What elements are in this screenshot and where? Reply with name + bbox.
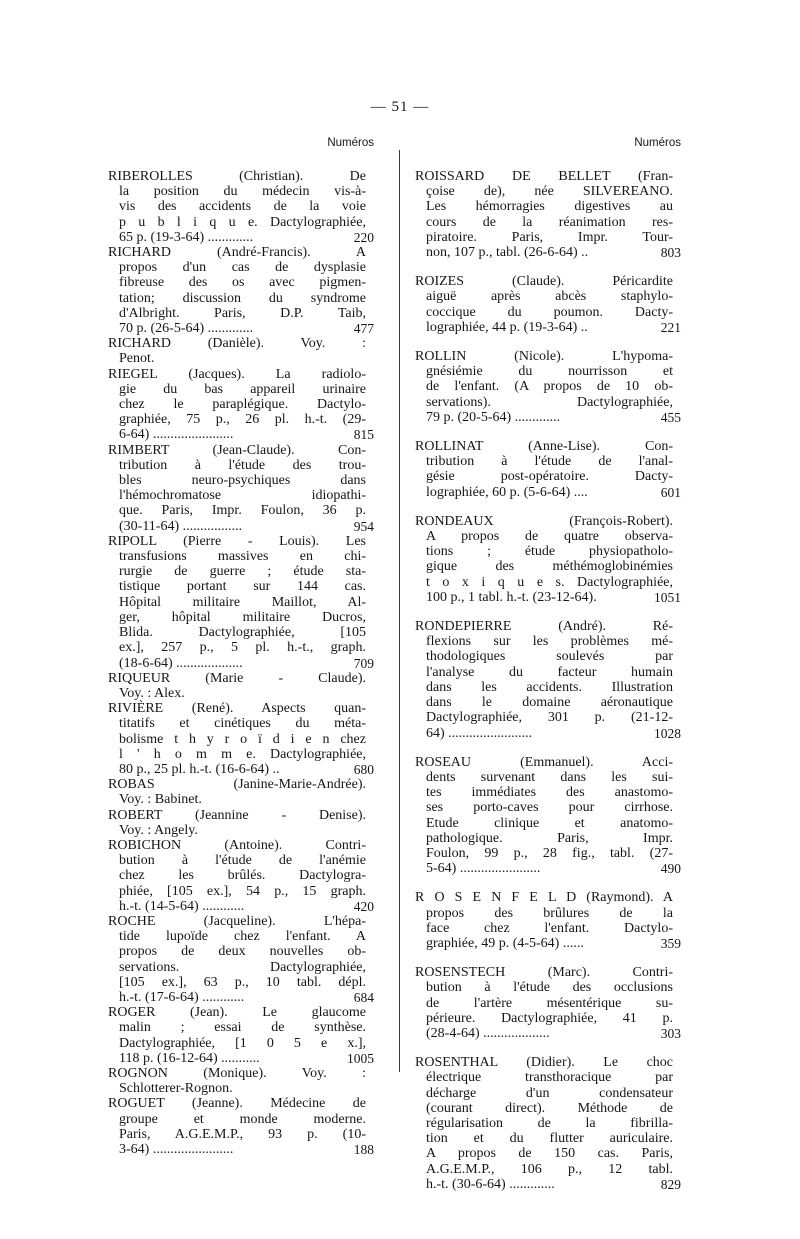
entry-line: propos d'un cas de dysplasie: [119, 260, 366, 276]
entry-line: transfusions massives en chi-: [119, 549, 366, 565]
entry-line: propos de deux nouvelles ob-: [119, 944, 366, 960]
entry-line: ROCHE (Jacqueline). L'hépa-: [108, 913, 366, 929]
entry-line: (18-6-64) ...................: [119, 655, 243, 671]
entry-line: 65 p. (19-3-64) .............: [119, 229, 254, 245]
entry-line: propos des brûlures de la: [426, 905, 673, 921]
bibliography-entry: ROBICHON (Antoine). Contri- bution à l'étude de l'anémie chez les brûlés. Dactylogra- phiée, [105 ex.], 54 p., 15 graph. h.-t. (14-5-64) ............ 420: [108, 837, 374, 914]
entry-line: ger, hôpital militaire Ducros,: [119, 609, 366, 625]
entry-line: électrique transthoracique par: [426, 1070, 673, 1086]
entry-line: R O S E N F E L D (Raymond). A: [415, 890, 673, 906]
bibliography-entry: ROSENSTECH (Marc). Contri- bution à l'étude des occlusions de l'artère mésentérique su- périeure. Dactylographiée, 41 p. (28-4-64) ................... 303: [415, 965, 681, 1041]
entry-line: RICHARD (Danièle). Voy. :: [108, 336, 366, 352]
entry-line: graphiée, 75 p., 26 pl. h.-t. (29-: [119, 412, 366, 428]
bibliography-entry: [108, 1066, 366, 1096]
bibliography-entry: ROSEAU (Emmanuel). Acci- dents survenant dans les sui- tes immédiates des anastomo- ses porto-caves pour cirrhose. Etude clinique et anatomo- pathologique. Paris, Impr. Foulon, 99 p., 28 fig., tabl. (27- 5-64) ....................... 490: [415, 754, 681, 877]
bibliography-entry: RONDEAUX (François-Robert). A propos de quatre observa- tions ; étude physiopatholo- gique des méthémoglobinémies t o x i q u e s. Dactylographiée, 100 p., 1 tabl. h.-t. (23-12-64). 1051: [415, 513, 681, 605]
entry-line: fibreuse des os avec pigmen-: [119, 275, 366, 291]
entry-line: tribution à l'étude des trou-: [119, 457, 366, 473]
entry-line: ROLLINAT (Anne-Lise). Con-: [415, 439, 673, 455]
entry-line: h.-t. (17-6-64) ............: [119, 989, 245, 1005]
bibliography-entry: ROSENTHAL (Didier). Le choc électrique transthoracique par décharge d'un condensateur (courant direct). Méthode de régularisation de la fibrilla- tion et du flutter auriculaire. A propos de 150 cas. Paris, A.G.E.M.P., 106 p., 12 tabl. h.-t. (30-6-64) ............. 829: [415, 1055, 681, 1192]
entry-line: Etude clinique et anatomo-: [426, 815, 673, 831]
entry-line: 70 p. (26-5-64) .............: [119, 321, 254, 337]
bibliography-entry: RIPOLL (Pierre - Louis). Les transfusions massives en chi- rurgie de guerre ; étude sta- tistique portant sur 144 cas. Hôpital militaire Maillot, Al- ger, hôpital militaire Ducros, Blida. Dactylographiée, [105 ex.], 257 p., 5 pl. h.-t., graph. (18-6-64) ................... 709: [108, 533, 374, 671]
entry-line: tions ; étude physiopatholo-: [426, 544, 673, 560]
column-divider: [399, 150, 400, 1072]
entry-line: la position du médecin vis-à-: [119, 184, 366, 200]
entry-line: groupe et monde moderne.: [119, 1111, 366, 1127]
entry-line: non, 107 p., tabl. (26-6-64) ..: [426, 245, 589, 261]
entry-line: RIMBERT (Jean-Claude). Con-: [108, 442, 366, 458]
entry-line: lographiée, 44 p. (19-3-64) ..: [426, 319, 588, 335]
entry-line: RIVIÈRE (René). Aspects quan-: [108, 701, 366, 717]
bibliography-entry: RIEGEL (Jacques). La radiolo- gie du bas appareil urinaire chez le paraplégique. Dactylo- graphiée, 75 p., 26 pl. h.-t. (29- 6-64) ....................... 815: [108, 366, 374, 443]
bibliography-entry: ROIZES (Claude). Péricardite aiguë après abcès staphylo- coccique du poumon. Dacty- lographiée, 44 p. (19-3-64) .. 221: [415, 274, 681, 335]
entry-line: [105 ex.], 63 p., 10 tabl. dépl.: [119, 974, 366, 990]
entry-line: Les hémorragies digestives au: [426, 199, 673, 215]
entry-line: ROLLIN (Nicole). L'hypoma-: [415, 349, 673, 365]
bibliography-entry: [108, 808, 366, 838]
entry-list: [108, 137, 374, 1157]
bibliography-entry: ROCHE (Jacqueline). L'hépa- tide lupoïde chez l'enfant. A propos de deux nouvelles ob- servations. Dactylographiée, [105 ex.], 63 p., 10 tabl. dépl. h.-t. (17-6-64) ............ 684: [108, 913, 374, 1005]
entry-line: coccique du poumon. Dacty-: [426, 304, 673, 320]
entry-line: thodologiques soulevés par: [426, 649, 673, 665]
entry-line: 5-64) .......................: [426, 861, 541, 877]
entry-line: Voy. : Alex.: [119, 685, 185, 701]
entry-line: tes immédiates des anastomo-: [426, 785, 673, 801]
entry-line: Dactylographiée, 301 p. (21-12-: [426, 710, 673, 726]
entry-line: gie du bas appareil urinaire: [119, 381, 366, 397]
entry-line: Paris, A.G.E.M.P., 93 p. (10-: [119, 1126, 366, 1142]
entry-line: tistique portant sur 144 cas.: [119, 579, 366, 595]
entry-line: gnésiémie du nourrisson et: [426, 364, 673, 380]
entry-line: dans les accidents. Illustration: [426, 679, 673, 695]
entry-line: chez le paraplégique. Dactylo-: [119, 397, 366, 413]
entry-line: vis des accidents de la voie: [119, 199, 366, 215]
entry-line: bution à l'étude de l'anémie: [119, 853, 366, 869]
bibliography-entry: [108, 777, 366, 807]
entry-line: (28-4-64) ...................: [426, 1025, 550, 1041]
entry-line: ses porto-caves pour cirrhose.: [426, 800, 673, 816]
entry-line: ROSEAU (Emmanuel). Acci-: [415, 754, 673, 770]
entry-line: Dactylographiée, [1 0 5 e x.],: [119, 1035, 366, 1051]
entry-line: tion et du flutter auriculaire.: [426, 1131, 673, 1147]
entry-line: 64) ........................: [426, 725, 533, 741]
entry-line: ROISSARD DE BELLET (Fran-: [415, 169, 673, 184]
entry-line: chez les brûlés. Dactylogra-: [119, 868, 366, 884]
entry-line: 3-64) .......................: [119, 1142, 234, 1157]
bibliography-entry: RIVIÈRE (René). Aspects quan- titatifs et cinétiques du méta- bolisme t h y r o ï d i e n chez l ' h o m m e. Dactylographiée, 80 p., 25 pl. h.-t. (16-6-64) .. 680: [108, 701, 374, 777]
entry-line: Penot.: [119, 351, 155, 367]
entry-line: dans le domaine aéronautique: [426, 695, 673, 711]
entry-line: 6-64) .......................: [119, 427, 234, 443]
bibliography-entry: RIBEROLLES (Christian). De la position du médecin vis-à- vis des accidents de la voie p u b l i q u e. Dactylographiée, 65 p. (19-3-64) ............. 220: [108, 169, 374, 245]
entry-line: (30-11-64) .................: [119, 518, 243, 534]
entry-line: régularisation de la fibrilla-: [426, 1115, 673, 1131]
entry-line: l'hémochromatose idiopathi-: [119, 488, 366, 504]
left-column: Numéros RIBEROLLES (Christian). De la position du médecin vis-à- vis des accidents de la voie p u b l i q u e. Dactylographiée, 65 p. (19-3-64) ............. 220 RICHARD (André-Francis). A propos d'un cas de dysplasie fibreuse des os avec pigmen- tation; discussion du syndrome d'Albright. Paris, D.P. Taib, 70 p. (26-5-64) ............. 477 RICHARD (Danièle). Voy. : Penot. RIEGEL (Jacques). La radiolo- gie du bas appareil urinaire chez le paraplégique. Dactylo- graphiée, 75 p., 26 pl. h.-t. (29- 6-64) ....................... 815 RIMBERT (Jean-Claude). Con- tribution à l'étude des trou- bles neuro-psychiques dans l'hémochromatose idiopathi- que. Paris, Impr. Foulon, 36 p. (30-11-64) ................. 954 RIPOLL (Pierre - Louis). Les transfusions massives en chi- rurgie de guerre ; étude sta- tistique portant sur 144 cas. Hôpital militaire Maillot, Al- ger, hôpital militaire Ducros, Blida. Dactylographiée, [105 ex.], 257 p., 5 pl. h.-t., graph. (18-6-64) ................... 709 RIQUEUR (Marie - Claude). Voy. : Alex. RIVIÈRE (René). Aspects quan- titatifs et cinétiques du méta- bolisme t h y r o ï d i e n chez l ' h o m m e. Dactylographiée, 80 p., 25 pl. h.-t. (16-6-64) .. 680 ROBAS (Janine-Marie-Andrée). Voy. : Babinet. ROBERT (Jeannine - Denise). Voy. : Angely. ROBICHON (Antoine). Contri- bution à l'étude de l'anémie chez les brûlés. Dactylogra- phiée, [105 ex.], 54 p., 15 graph. h.-t. (14-5-64) ............ 420 ROCHE (Jacqueline). L'hépa- tide lupoïde chez l'enfant. A propos de deux nouvelles ob- servations. Dactylographiée, [105 ex.], 63 p., 10 tabl. dépl. h.-t. (17-6-64) ............ 684 ROGER (Jean). Le glaucome malin ; essai de synthèse. Dactylographiée, [1 0 5 e x.], 118 p. (16-12-64) ........... 1005 ROGNON (Monique). Voy. : Schlotterer-Rognon. ROGUET (Jeanne). Médecine de groupe et monde moderne. Paris, A.G.E.M.P., 93 p. (10- 3-64) ....................... 188: [108, 137, 374, 1157]
bibliography-entry: ROGUET (Jeanne). Médecine de groupe et monde moderne. Paris, A.G.E.M.P., 93 p. (10- 3-64) ....................... 188: [108, 1096, 374, 1157]
entry-line: ROGNON (Monique). Voy. :: [108, 1065, 366, 1081]
entry-line: pathologique. Paris, Impr.: [426, 830, 673, 846]
entry-line: ROBAS (Janine-Marie-Andrée).: [108, 777, 366, 793]
bibliography-entry: RONDEPIERRE (André). Ré- flexions sur les problèmes mé- thodologiques soulevés par l'analyse du facteur humain dans les accidents. Illustration dans le domaine aéronautique Dactylographiée, 301 p. (21-12- 64) ........................ 1028: [415, 619, 681, 741]
entry-line: 100 p., 1 tabl. h.-t. (23-12-64).: [426, 589, 597, 605]
entry-line: Schlotterer-Rognon.: [119, 1081, 233, 1097]
entry-line: l'analyse du facteur humain: [426, 664, 673, 680]
entry-line: RONDEPIERRE (André). Ré-: [415, 619, 673, 635]
entry-line: Voy. : Babinet.: [119, 792, 202, 808]
entry-line: cours de la réanimation res-: [426, 214, 673, 230]
page-number: — 51 —: [370, 99, 430, 115]
entry-list: [415, 137, 681, 1192]
bibliography-entry: [108, 336, 366, 366]
entry-line: 118 p. (16-12-64) ...........: [119, 1050, 260, 1066]
entry-line: ROBERT (Jeannine - Denise).: [108, 807, 366, 823]
entry-line: bles neuro-psychiques dans: [119, 473, 366, 489]
entry-line: A propos de 150 cas. Paris,: [426, 1146, 673, 1162]
entry-line: gique des méthémoglobinémies: [426, 559, 673, 575]
entry-line: 80 p., 25 pl. h.-t. (16-6-64) ..: [119, 761, 280, 777]
bibliography-entry: ROGER (Jean). Le glaucome malin ; essai de synthèse. Dactylographiée, [1 0 5 e x.], 118 p. (16-12-64) ........... 1005: [108, 1005, 374, 1066]
entry-line: ROSENSTECH (Marc). Contri-: [415, 965, 673, 981]
entry-line: Hôpital militaire Maillot, Al-: [119, 594, 366, 610]
entry-line: RIPOLL (Pierre - Louis). Les: [108, 533, 366, 549]
entry-line: Blida. Dactylographiée, [105: [119, 625, 366, 641]
entry-line: servations). Dactylographiée,: [426, 394, 673, 410]
bibliography-entry: RIMBERT (Jean-Claude). Con- tribution à l'étude des trou- bles neuro-psychiques dans l'hémochromatose idiopathi- que. Paris, Impr. Foulon, 36 p. (30-11-64) ................. 954: [108, 442, 374, 534]
entry-line: flexions sur les problèmes mé-: [426, 634, 673, 650]
entry-line: piratoire. Paris, Impr. Tour-: [426, 229, 673, 245]
entry-line: rurgie de guerre ; étude sta-: [119, 564, 366, 580]
entry-line: tribution à l'étude de l'anal-: [426, 454, 673, 470]
entry-line: ROBICHON (Antoine). Contri-: [108, 837, 366, 853]
entry-line: 79 p. (20-5-64) .............: [426, 409, 561, 425]
bibliography-entry: ROLLIN (Nicole). L'hypoma- gnésiémie du nourrisson et de l'enfant. (A propos de 10 ob- servations). Dactylographiée, 79 p. (20-5-64) ............. 455: [415, 349, 681, 425]
entry-line: malin ; essai de synthèse.: [119, 1020, 366, 1036]
entry-line: d'Albright. Paris, D.P. Taib,: [119, 305, 366, 321]
entry-line: aiguë après abcès staphylo-: [426, 289, 673, 305]
entry-line: RIEGEL (Jacques). La radiolo-: [108, 366, 366, 382]
entry-line: RIQUEUR (Marie - Claude).: [108, 670, 366, 686]
entry-line: dents survenant dans les sui-: [426, 769, 673, 785]
bibliography-entry: ROISSARD DE BELLET (Fran- çoise de), née SILVEREANO. Les hémorragies digestives au cours de la réanimation res- piratoire. Paris, Impr. Tour- non, 107 p., tabl. (26-6-64) .. 803: [415, 169, 681, 261]
entry-line: çoise de), née SILVEREANO.: [426, 184, 673, 200]
entry-line: ex.], 257 p., 5 pl. h.-t., graph.: [119, 640, 366, 656]
entry-line: titatifs et cinétiques du méta-: [119, 716, 366, 732]
entry-line: p u b l i q u e. Dactylographiée,: [119, 214, 366, 230]
entry-line: t o x i q u e s. Dactylographiée,: [426, 574, 673, 590]
entry-line: décharge d'un condensateur: [426, 1085, 673, 1101]
entry-line: ROSENTHAL (Didier). Le choc: [415, 1055, 673, 1071]
entry-line: A.G.E.M.P., 106 p., 12 tabl.: [426, 1161, 673, 1177]
entry-line: que. Paris, Impr. Foulon, 36 p.: [119, 503, 366, 519]
entry-line: Foulon, 99 p., 28 fig., tabl. (27-: [426, 845, 673, 861]
entry-line: ROIZES (Claude). Péricardite: [415, 274, 673, 290]
entry-line: ROGUET (Jeanne). Médecine de: [108, 1096, 366, 1112]
entry-line: ROGER (Jean). Le glaucome: [108, 1005, 366, 1021]
entry-line: servations. Dactylographiée,: [119, 959, 366, 975]
entry-line: RIBEROLLES (Christian). De: [108, 169, 366, 184]
entry-line: A propos de quatre observa-: [426, 529, 673, 545]
entry-line: RONDEAUX (François-Robert).: [415, 513, 673, 529]
entry-line: RICHARD (André-Francis). A: [108, 245, 366, 261]
entry-line: face chez l'enfant. Dactylo-: [426, 920, 673, 936]
entry-line: (courant direct). Méthode de: [426, 1100, 673, 1116]
bibliography-entry: [108, 671, 366, 701]
bibliography-entry: RICHARD (André-Francis). A propos d'un cas de dysplasie fibreuse des os avec pigmen- tation; discussion du syndrome d'Albright. Paris, D.P. Taib, 70 p. (26-5-64) ............. 477: [108, 245, 374, 337]
entry-line: lographiée, 60 p. (5-6-64) ....: [426, 484, 588, 500]
entry-line: l ' h o m m e. Dactylographiée,: [119, 746, 366, 762]
entry-line: tide lupoïde chez l'enfant. A: [119, 929, 366, 945]
bibliography-entry: ROLLINAT (Anne-Lise). Con- tribution à l'étude de l'anal- gésie post-opératoire. Dacty- lographiée, 60 p. (5-6-64) .... 601: [415, 439, 681, 500]
entry-line: de l'enfant. (A propos de 10 ob-: [426, 379, 673, 395]
entry-line: bution à l'étude des occlusions: [426, 980, 673, 996]
entry-line: de l'artère mésentérique su-: [426, 995, 673, 1011]
right-column: Numéros ROISSARD DE BELLET (Fran- çoise de), née SILVEREANO. Les hémorragies digestives au cours de la réanimation res- piratoire. Paris, Impr. Tour- non, 107 p., tabl. (26-6-64) .. 803 ROIZES (Claude). Péricardite aiguë après abcès staphylo- coccique du poumon. Dacty- lographiée, 44 p. (19-3-64) .. 221 ROLLIN (Nicole). L'hypoma- gnésiémie du nourrisson et de l'enfant. (A propos de 10 ob- servations). Dactylographiée, 79 p. (20-5-64) ............. 455 ROLLINAT (Anne-Lise). Con- tribution à l'étude de l'anal- gésie post-opératoire. Dacty- lographiée, 60 p. (5-6-64) .... 601 RONDEAUX (François-Robert). A propos de quatre observa- tions ; étude physiopatholo- gique des méthémoglobinémies t o x i q u e s. Dactylographiée, 100 p., 1 tabl. h.-t. (23-12-64). 1051 RONDEPIERRE (André). Ré- flexions sur les problèmes mé- thodologiques soulevés par l'analyse du facteur humain dans les accidents. Illustration dans le domaine aéronautique Dactylographiée, 301 p. (21-12- 64) ........................ 1028 ROSEAU (Emmanuel). Acci- dents survenant dans les sui- tes immédiates des anastomo- ses porto-caves pour cirrhose. Etude clinique et anatomo- pathologique. Paris, Impr. Foulon, 99 p., 28 fig., tabl. (27- 5-64) ....................... 490 R O S E N F E L D (Raymond). A propos des brûlures de la face chez l'enfant. Dactylo- graphiée, 49 p. (4-5-64) ...... 359 ROSENSTECH (Marc). Contri- bution à l'étude des occlusions de l'artère mésentérique su- périeure. Dactylographiée, 41 p. (28-4-64) ................... 303 ROSENTHAL (Didier). Le choc électrique transthoracique par décharge d'un condensateur (courant direct). Méthode de régularisation de la fibrilla- tion et du flutter auriculaire. A propos de 150 cas. Paris, A.G.E.M.P., 106 p., 12 tabl. h.-t. (30-6-64) ............. 829: [415, 137, 681, 1192]
entry-line: phiée, [105 ex.], 54 p., 15 graph.: [119, 883, 366, 899]
entry-line: bolisme t h y r o ï d i e n chez: [119, 731, 366, 747]
entry-line: Voy. : Angely.: [119, 822, 198, 838]
entry-line: tation; discussion du syndrome: [119, 290, 366, 306]
entry-line: périeure. Dactylographiée, 41 p.: [426, 1010, 673, 1026]
entry-line: graphiée, 49 p. (4-5-64) ......: [426, 935, 584, 951]
entry-line: h.-t. (30-6-64) .............: [426, 1176, 555, 1192]
entry-line: gésie post-opératoire. Dacty-: [426, 469, 673, 485]
entry-line: h.-t. (14-5-64) ............: [119, 898, 245, 914]
bibliography-entry: R O S E N F E L D (Raymond). A propos des brûlures de la face chez l'enfant. Dactylo- graphiée, 49 p. (4-5-64) ...... 359: [415, 890, 681, 951]
